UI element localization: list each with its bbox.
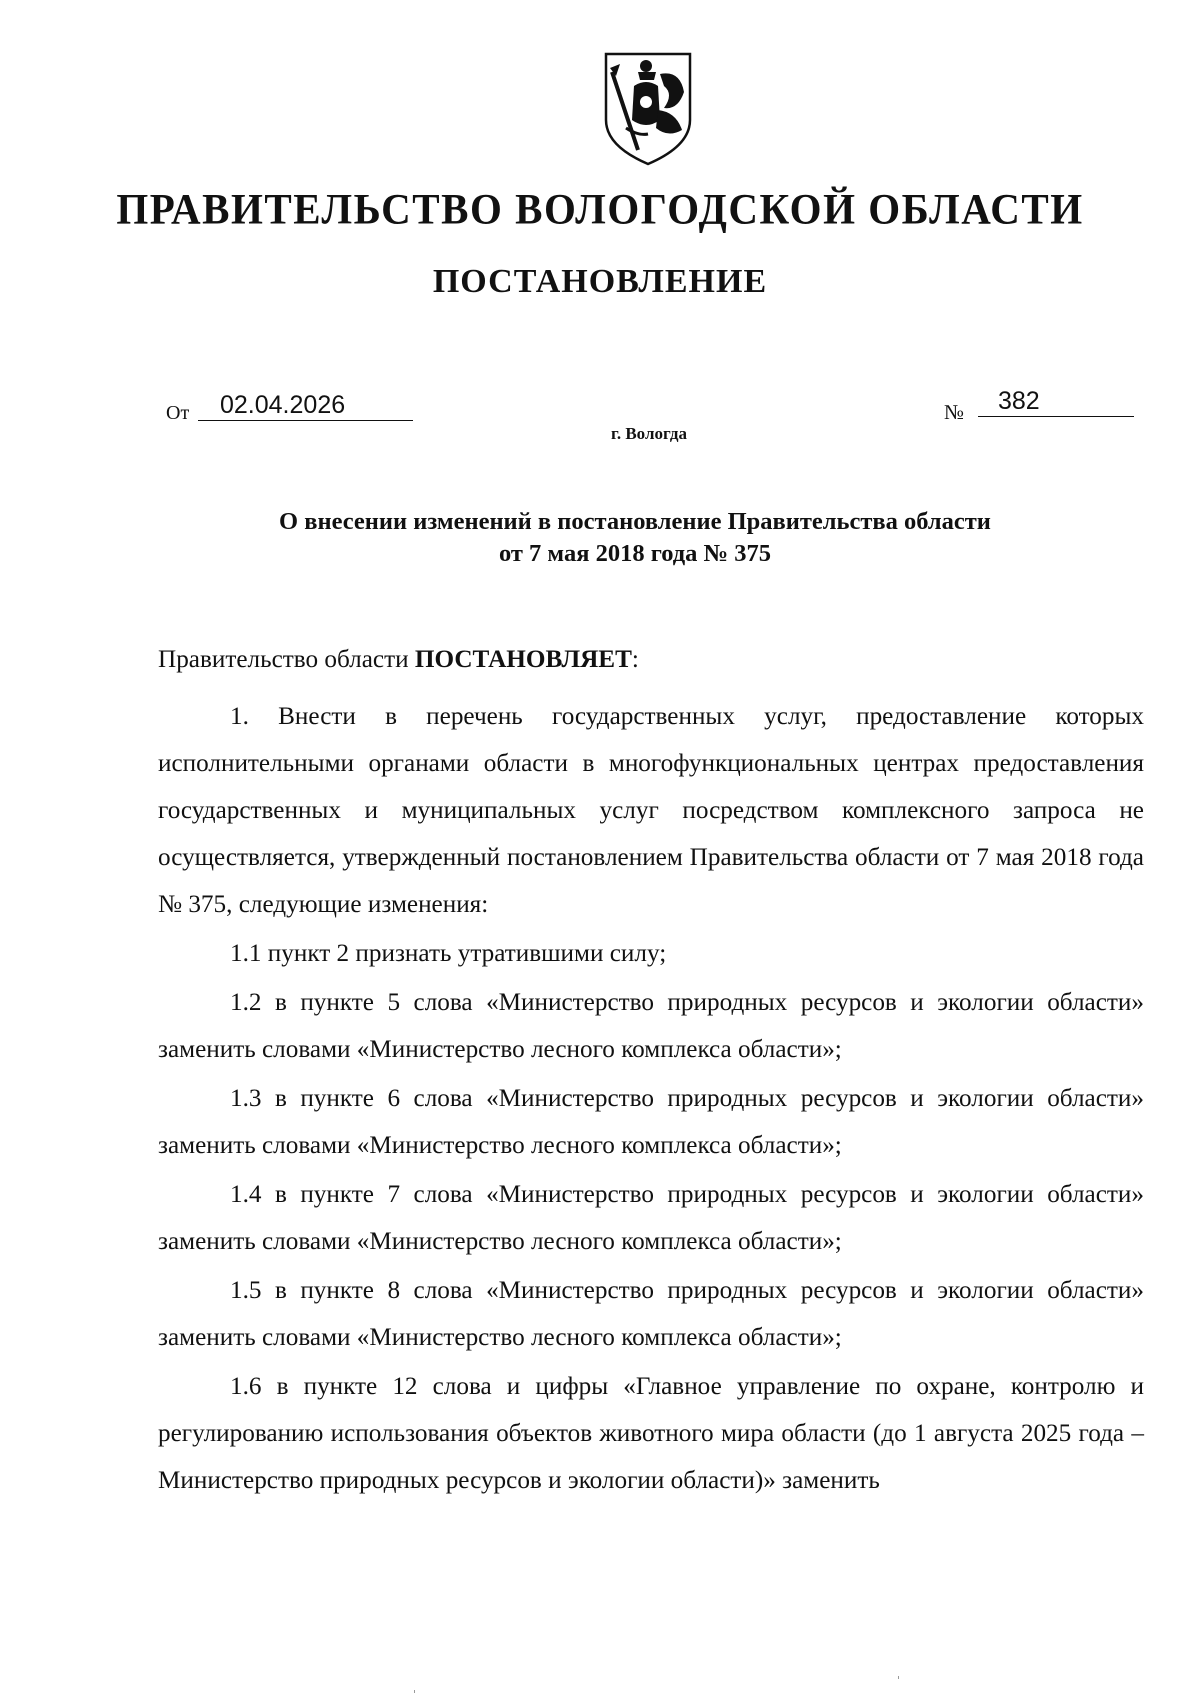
subject-line-2: от 7 мая 2018 года № 375 [498,540,772,567]
date-value: 02.04.2026 [198,390,413,421]
scan-artifact [414,1690,415,1693]
coat-of-arms-icon [598,50,698,168]
number-value: 382 [978,386,1134,417]
number-label: № [944,400,965,424]
scan-artifact [898,1676,899,1679]
document-body [158,636,1144,1504]
city: г. Вологда [611,424,687,443]
paragraph-1: 1. Внести в перечень государственных услуг, предоставление которых исполнительными органами области в многофункциональных центрах предоставления государственных и муниципальных услуг посредством комплексного запроса не осуществляется, утвержденный постановлением Правительства области от 7 мая 2018 года № 375, следующие изменения: [158,703,1144,918]
paragraph-1-2: 1.2 в пункте 5 слова «Министерство природных ресурсов и экологии области» заменить словами «Министерство лесного комплекса области»; [158,989,1144,1063]
date-label: От [166,402,190,424]
paragraph-1-6: 1.6 в пункте 12 слова и цифры «Главное управление по охране, контролю и регулированию использования объектов животного мира области (до 1 августа 2025 года – Министерство природных ресурсов и экологии области)» заменить [158,1373,1144,1494]
resolves-keyword: ПОСТАНОВЛЯЕТ [414,646,632,673]
document-subject [180,506,1090,570]
organization-title: ПРАВИТЕЛЬСТВО ВОЛОГОДСКОЙ ОБЛАСТИ [116,184,1084,234]
paragraph-1-4: 1.4 в пункте 7 слова «Министерство природных ресурсов и экологии области» заменить словами «Министерство лесного комплекса области»; [158,1181,1144,1255]
intro-text: Правительство области [158,646,415,673]
document-type: ПОСТАНОВЛЕНИЕ [432,263,768,300]
paragraph-1-1: 1.1 пункт 2 признать утратившими силу; [230,940,667,967]
paragraph-1-5: 1.5 в пункте 8 слова «Министерство природных ресурсов и экологии области» заменить словами «Министерство лесного комплекса области»; [158,1277,1144,1351]
resolution-intro [158,636,1144,683]
subject-line-1: О внесении изменений в постановление Правительства области [279,508,991,535]
paragraph-1-3: 1.3 в пункте 6 слова «Министерство природных ресурсов и экологии области» заменить словами «Министерство лесного комплекса области»; [158,1085,1144,1159]
intro-colon: : [631,646,639,673]
